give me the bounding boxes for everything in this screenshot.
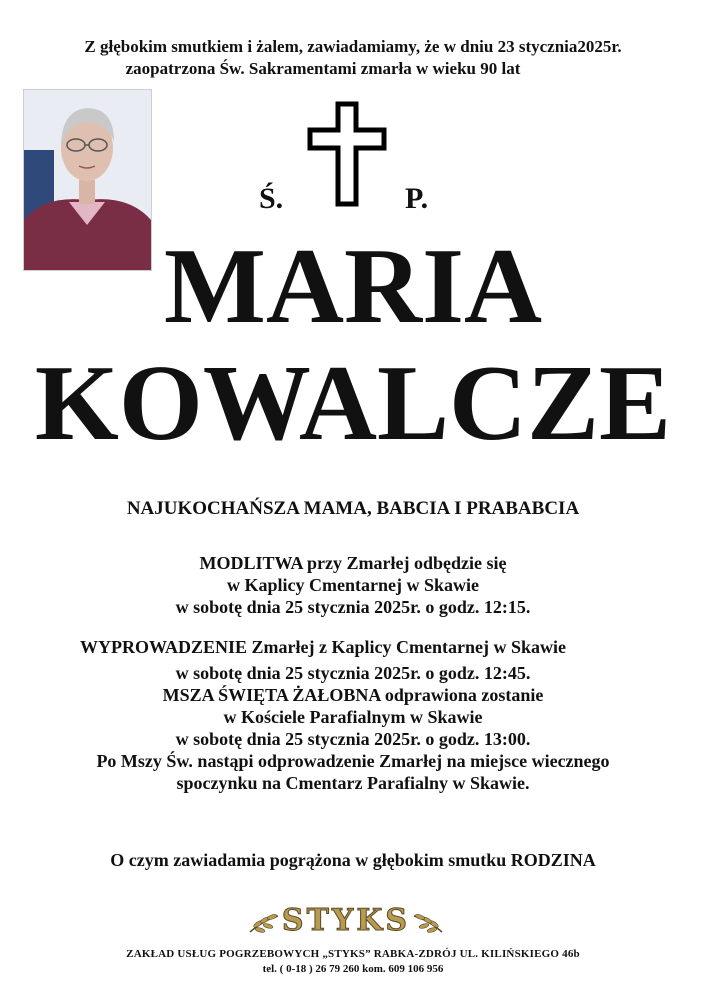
sp-left-letter: Ś. (259, 182, 284, 215)
prayer-line-3: w sobotę dnia 25 stycznia 2025r. o godz. 12:15. (175, 597, 531, 617)
mass-line-1 (0, 684, 706, 706)
header-line-2: zaopatrzona Św. Sakramentami zmarła w wieku 90 lat (125, 59, 521, 78)
family-relation: NAJUKOCHAŃSZA MAMA, BABCIA I PRABABCIA (126, 498, 580, 519)
closing-statement (0, 850, 706, 871)
prayer-info (0, 552, 706, 618)
announcement-header (0, 36, 706, 80)
prayer-line-2: w Kaplicy Cmentarnej w Skawie (227, 575, 479, 595)
procession-keyword: WYPROWADZENIE (80, 637, 248, 657)
footer-address: ZAKŁAD USŁUG POGRZEBOWYCH „STYKS” RABKA-ZDRÓJ UL. KILIŃSKIEGO 46b (126, 948, 580, 960)
styks-logo (248, 898, 444, 940)
closing-family: RODZINA (510, 850, 596, 870)
mass-line-3: w sobotę dnia 25 stycznia 2025r. o godz. 13:00. (175, 729, 531, 749)
prayer-line-1 (0, 552, 706, 574)
laurel-branch-icon (414, 913, 442, 933)
funeral-details (0, 636, 706, 794)
burial-line-2: spoczynku na Cmentarz Parafialny w Skawie. (176, 773, 530, 793)
logo-text: STYKS (281, 903, 411, 938)
burial-line-1: Po Mszy Św. nastąpi odprowadzenie Zmarłej na miejsce wiecznego (96, 751, 610, 771)
last-name: KOWALCZE (34, 344, 672, 463)
prayer-line-1-rest: przy Zmarłej odbędzie się (302, 553, 507, 573)
procession-line-2: w sobotę dnia 25 stycznia 2025r. o godz. 12:45. (175, 663, 531, 683)
procession-line-1 (0, 636, 706, 658)
mass-keyword: MSZA ŚWIĘTA ŻAŁOBNA (162, 685, 381, 705)
prayer-keyword: MODLITWA (199, 553, 303, 573)
header-line-1: Z głębokim smutkiem i żalem, zawiadamiamy, że w dniu 23 stycznia2025r. (84, 37, 622, 56)
laurel-branch-icon (250, 913, 278, 933)
closing-text: O czym zawiadamia pogrążona w głębokim smutku (110, 850, 511, 870)
mass-line-2: w Kościele Parafialnym w Skawie (223, 707, 483, 727)
footer-phone: tel. ( 0-18 ) 26 79 260 kom. 609 106 956 (262, 963, 444, 975)
sp-right-letter: P. (405, 182, 429, 215)
procession-line-1-rest: Zmarłej z Kaplicy Cmentarnej w Skawie (247, 637, 566, 657)
cross-icon (302, 100, 392, 212)
first-name: MARIA (164, 227, 542, 346)
mass-line-1-rest: odprawiona zostanie (380, 685, 544, 705)
